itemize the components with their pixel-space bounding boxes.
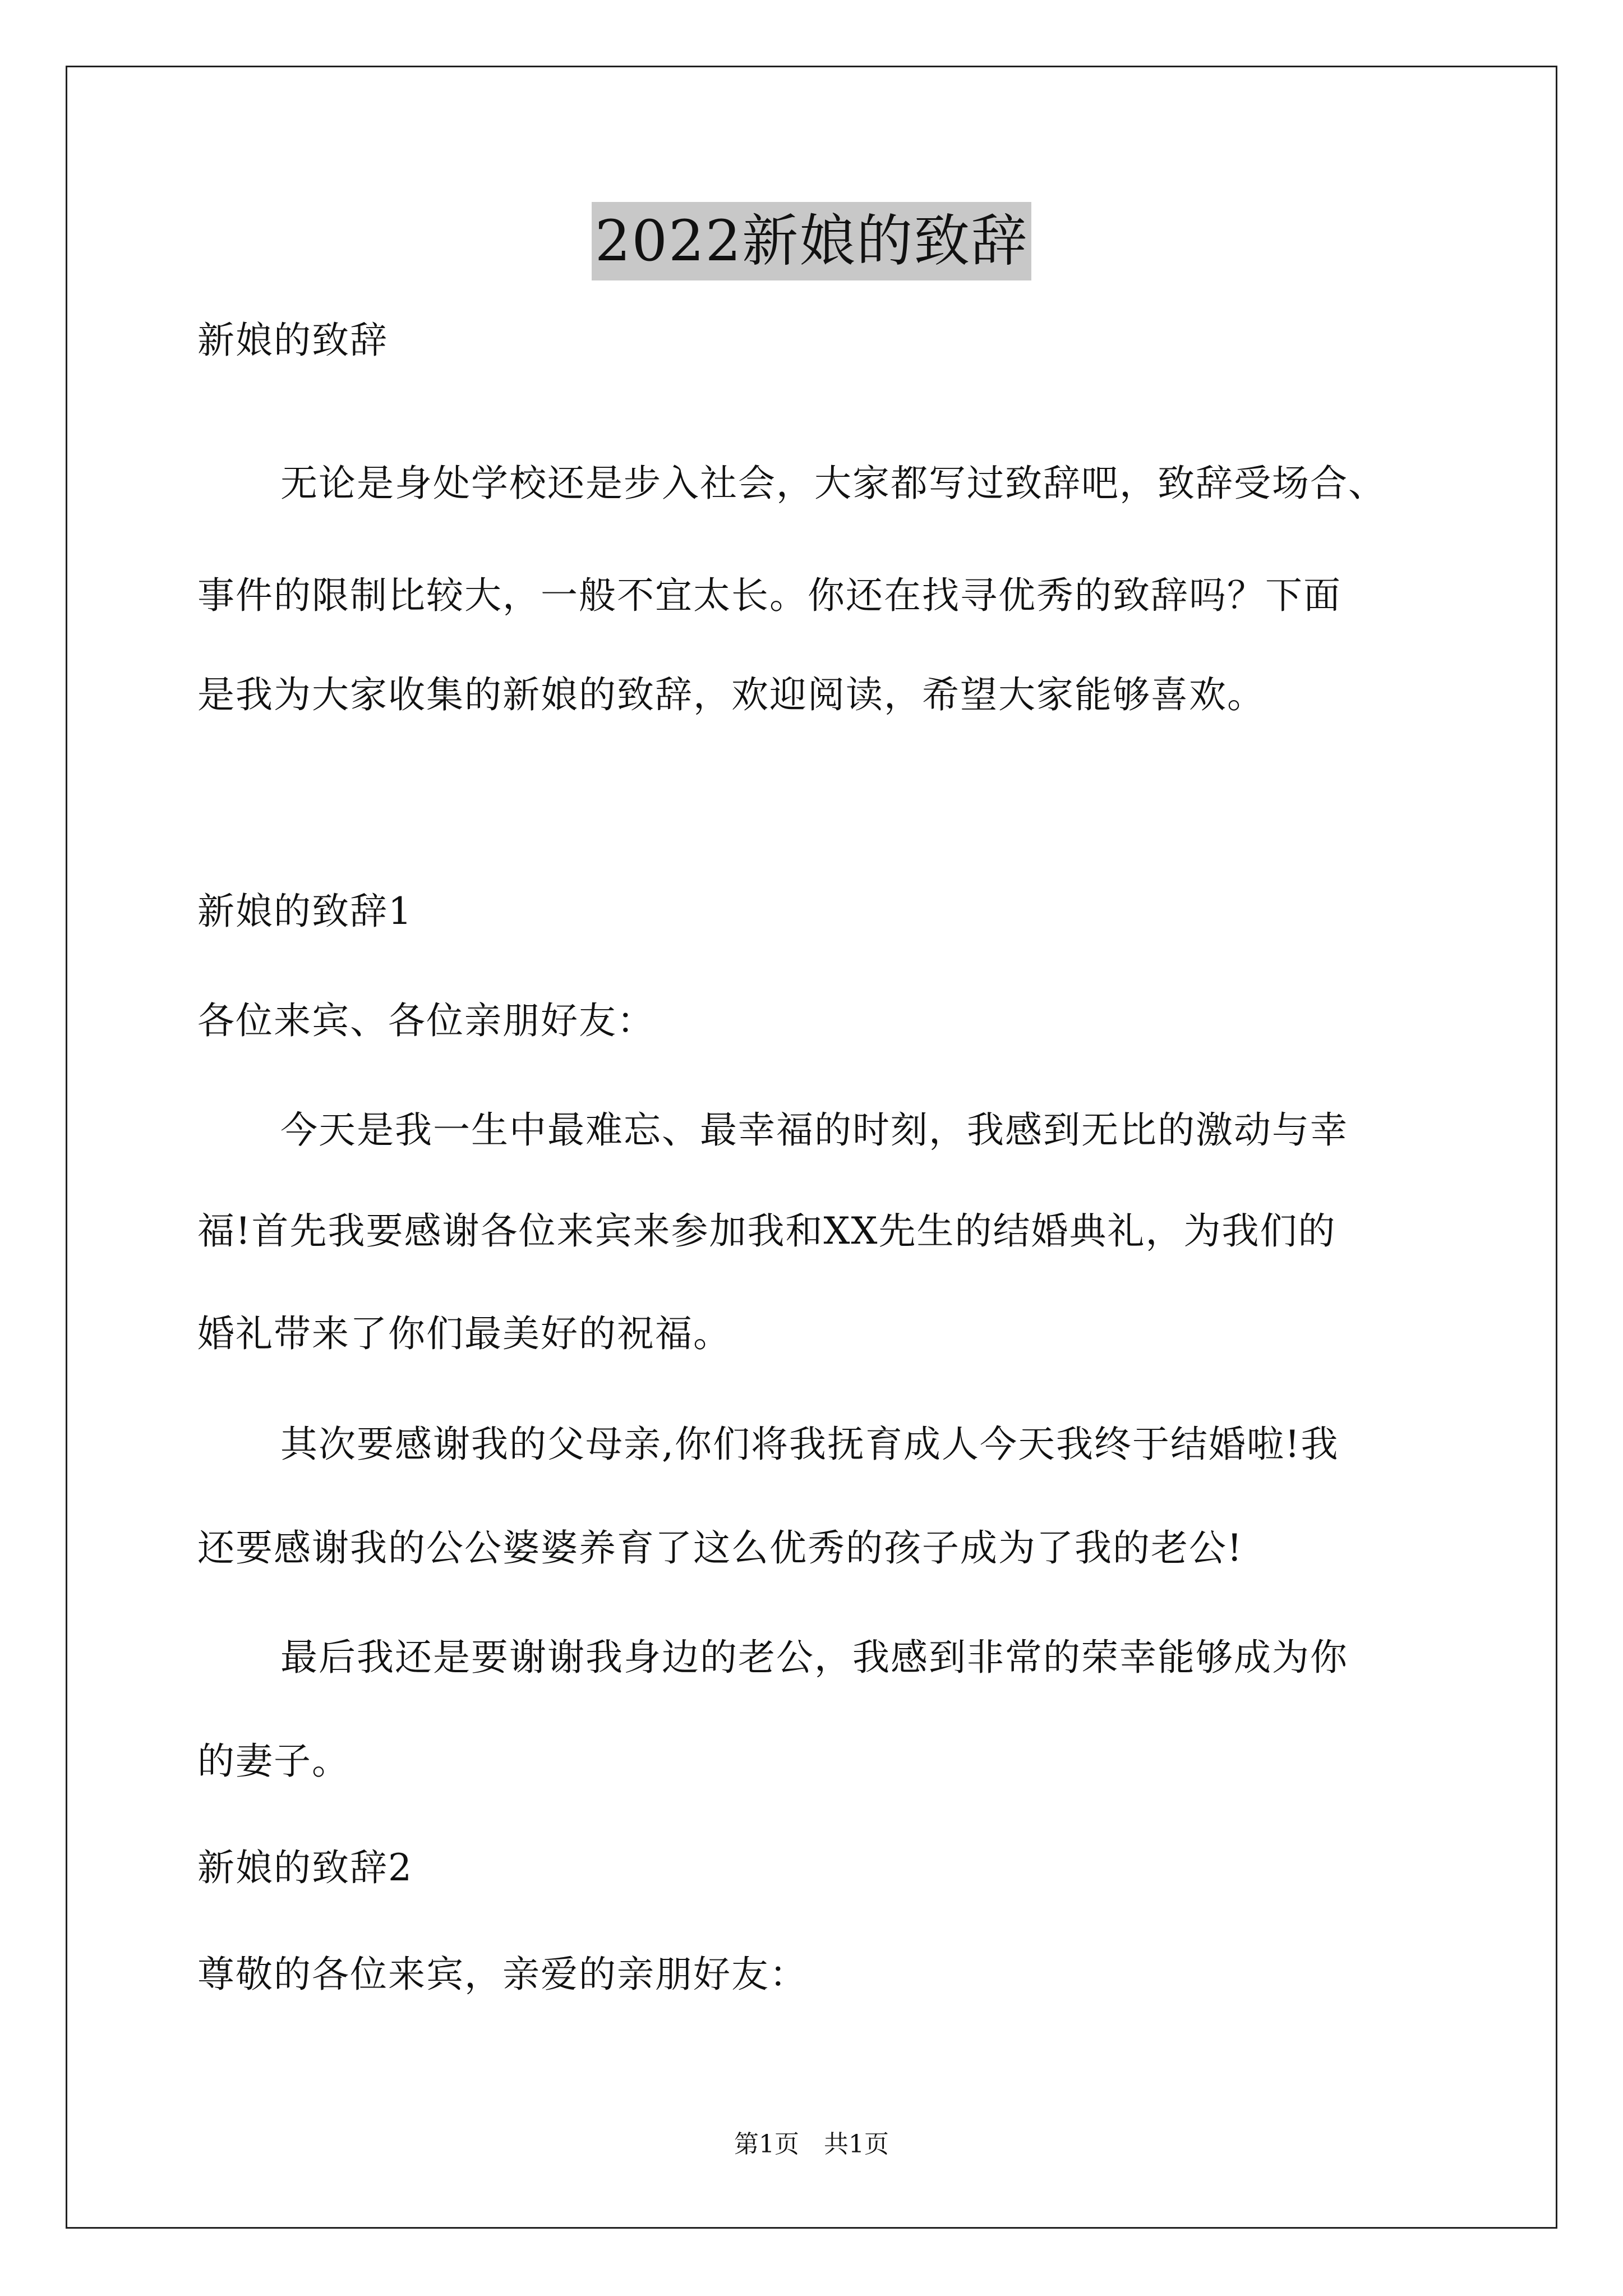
paragraph-line: 还要感谢我的公公婆婆养育了这么优秀的孩子成为了我的老公! xyxy=(197,1526,1243,1570)
paragraph-line: 的妻子。 xyxy=(197,1740,350,1783)
paragraph-line: 今天是我一生中最难忘、最幸福的时刻，我感到无比的激动与幸 xyxy=(280,1108,1348,1152)
paragraph-line: 事件的限制比较大，一般不宜太长。你还在找寻优秀的致辞吗？下面 xyxy=(197,574,1341,617)
paragraph-line: 福!首先我要感谢各位来宾来参加我和XX先生的结婚典礼，为我们的 xyxy=(197,1209,1336,1253)
page-footer: 第1页 共1页 xyxy=(734,2130,889,2159)
paragraph-line: 无论是身处学校还是步入社会，大家都写过致辞吧，致辞受场合、 xyxy=(280,462,1386,505)
intro-heading: 新娘的致辞 xyxy=(197,319,388,362)
paragraph-line: 其次要感谢我的父母亲,你们将我抚育成人今天我终于结婚啦!我 xyxy=(280,1423,1339,1466)
paragraph-line: 是我为大家收集的新娘的致辞，欢迎阅读，希望大家能够喜欢。 xyxy=(197,673,1265,716)
salutation-1: 各位来宾、各位亲朋好友： xyxy=(197,999,655,1042)
section-heading-2: 新娘的致辞2 xyxy=(197,1846,413,1889)
document-title: 2022新娘的致辞 xyxy=(592,202,1032,280)
document-title-block xyxy=(0,202,1623,280)
paragraph-line: 婚礼带来了你们最美好的祝福。 xyxy=(197,1312,731,1355)
section-heading-1: 新娘的致辞1 xyxy=(197,890,413,933)
salutation-2: 尊敬的各位来宾，亲爱的亲朋好友： xyxy=(197,1953,808,1996)
paragraph-line: 最后我还是要谢谢我身边的老公，我感到非常的荣幸能够成为你 xyxy=(280,1636,1348,1679)
